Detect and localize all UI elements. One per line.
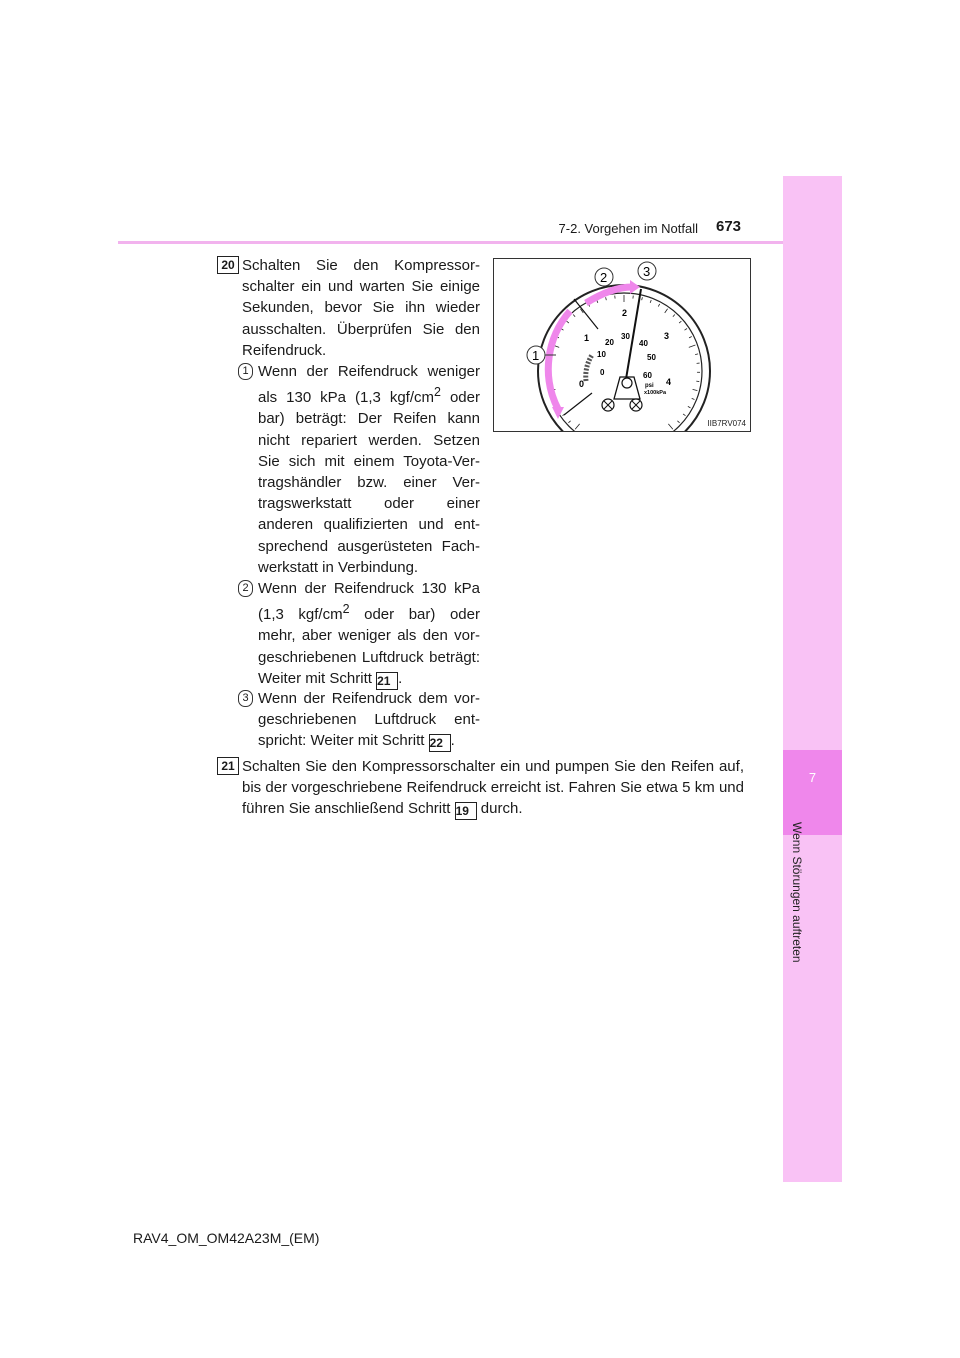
needle-pivot [622,378,632,388]
inner-scale-20: 20 [605,338,614,347]
item-2-period: . [398,669,403,687]
item-1-text [258,361,480,578]
item-2-text-end: oder bar) oder mehr, aber weniger als den vor- geschriebenen Luftdruck beträgt: Weiter mit Schritt [258,606,480,687]
item-1-superscript: 2 [434,385,441,400]
item-3-period: . [450,732,455,750]
outer-scale-1: 1 [584,333,590,343]
item-3-text [258,688,480,752]
outer-scale-2: 2 [622,308,628,318]
callout-1: 1 [532,348,540,363]
step-ref-22: 22 [429,734,451,752]
step-21-text-start: Schalten Sie den Kompressorschalter ein und pumpen Sie den Reifen auf, bis der vorgeschriebene Reifendruck erreicht ist. Fahren Sie etwa 5 km und führen Sie anschließend Schritt [242,758,744,818]
item-2-text [258,578,480,689]
outer-scale-0: 0 [579,379,585,389]
step-20-text: Schalten Sie den Kompressor- schalter ein und warten Sie einige Sekunden, bevor Sie ihn wieder ausschalten. Überprüfen Sie den Reifendruck. [242,257,480,359]
inner-scale-0: 0 [600,368,605,377]
header-rule [118,241,783,244]
inner-scale-30: 30 [621,332,630,341]
callout-2: 2 [600,270,608,285]
item-marker-2: 2 [238,580,253,597]
outer-scale-3: 3 [664,331,670,341]
item-1-text-start: Wenn der Reifendruck weniger als 130 kPa (1,3 kgf/cm [258,363,480,407]
section-title: 7-2. Vorgehen im Notfall [558,221,698,236]
item-1-text-end: oder bar) beträgt: Der Reifen kann nicht repariert werden. Setzen Sie sich mit einem Toyota-Ver- tragshändler bzw. einer Ver- tragswerkstatt oder einer anderen qualifizierten und ent- sprechend ausgerüsteten Fach- werkstatt in Verbindung. [258,389,480,576]
manual-code: RAV4_OM_OM42A23M_(EM) [133,1230,320,1246]
unit-kpa: x100kPa [644,390,667,396]
step-badge-20: 20 [217,256,239,274]
unit-psi: psi [645,383,654,389]
figure-code: IIB7RV074 [707,419,746,428]
item-marker-3: 3 [238,690,253,707]
chapter-title: Wenn Störungen auftreten [790,822,804,963]
inner-scale-60: 60 [643,371,652,380]
inner-scale-50: 50 [647,353,656,362]
inner-scale-40: 40 [639,339,648,348]
item-3-text-start: Wenn der Reifendruck dem vor- geschriebenen Luftdruck ent- spricht: Weiter mit Schritt [258,690,480,750]
step-21-text [242,756,744,820]
step-21-text-end: durch. [476,800,523,818]
pressure-gauge-figure [493,258,751,432]
outer-scale-4: 4 [666,377,672,387]
chapter-tab-upper [783,176,842,750]
callout-3: 3 [643,264,651,279]
item-2-text-start: Wenn der Reifendruck 130 kPa (1,3 kgf/cm [258,580,480,624]
gauge-outer-ring [538,285,710,431]
inner-scale-10: 10 [597,350,606,359]
item-marker-1: 1 [238,363,253,380]
step-ref-19: 19 [455,802,477,820]
step-badge-21: 21 [217,757,239,775]
step-ref-21: 21 [376,672,398,690]
pressure-gauge-illustration [494,259,750,431]
item-2-superscript: 2 [342,602,350,617]
chapter-number: 7 [808,770,817,785]
page-number: 673 [716,218,742,235]
